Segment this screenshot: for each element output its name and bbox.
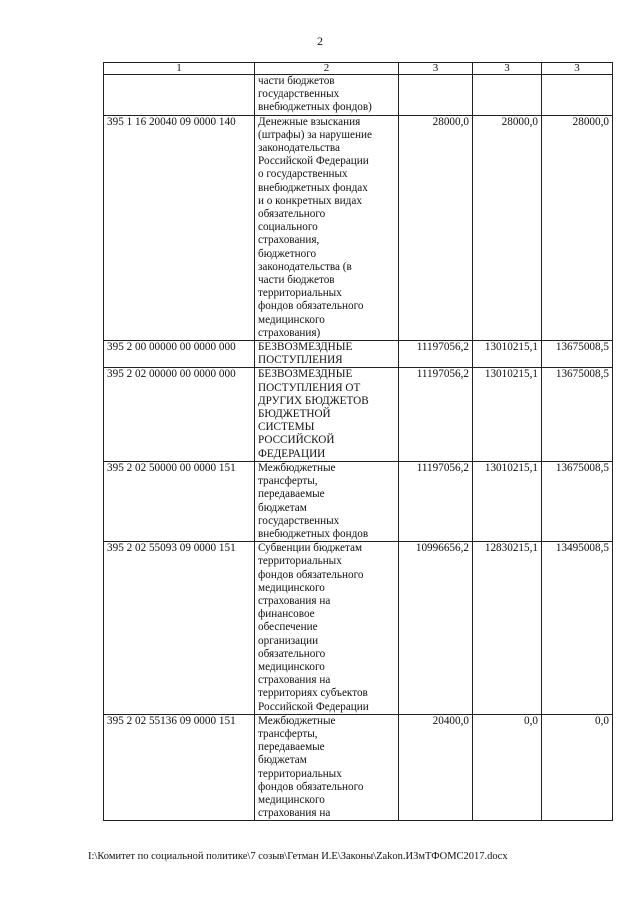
budget-code-cell: 395 2 02 00000 00 0000 000 [104,368,255,461]
budget-code-cell: 395 2 02 50000 00 0000 151 [104,461,255,541]
table-row [104,75,613,116]
document-file-path: I:\Комитет по социальной политике\7 созыв\Гетман И.Е\Законы\Zakon.ИЗмТФОМС2017.docx [88,851,508,862]
budget-code-cell: 395 1 16 20040 09 0000 140 [104,115,255,340]
amount-cell-2: 28000,0 [473,115,542,340]
amount-cell-1: 10996656,2 [399,542,473,715]
table-row [104,714,613,821]
amount-cell-1: 11197056,2 [399,368,473,461]
revenue-name-cell: части бюджетов государственных внебюджетных фондов) [255,75,399,116]
table-row [104,461,613,541]
amount-cell-1: 11197056,2 [399,341,473,368]
column-header-code: 1 [104,63,255,75]
revenue-name-cell: БЕЗВОЗМЕЗДНЫЕ ПОСТУПЛЕНИЯ [255,341,399,368]
page-number: 2 [317,34,323,48]
amount-cell-3: 0,0 [542,714,613,821]
revenue-name-cell: Межбюджетные трансферты, передаваемые бюджетам государственных внебюджетных фондов [255,461,399,541]
table-row [104,115,613,340]
amount-cell-3: 13675008,5 [542,461,613,541]
budget-code-cell: 395 2 02 55136 09 0000 151 [104,714,255,821]
budget-code-cell: 395 2 00 00000 00 0000 000 [104,341,255,368]
column-header-value-2: 3 [473,63,542,75]
amount-cell-3: 13675008,5 [542,341,613,368]
amount-cell-2 [473,75,542,116]
revenue-name-cell: Межбюджетные трансферты, передаваемые бюджетам территориальных фондов обязательного медицинского страхования на [255,714,399,821]
amount-cell-1: 20400,0 [399,714,473,821]
table-row [104,341,613,368]
amount-cell-1 [399,75,473,116]
amount-cell-3: 13495008,5 [542,542,613,715]
table-row [104,542,613,715]
amount-cell-3 [542,75,613,116]
amount-cell-2: 0,0 [473,714,542,821]
amount-cell-1: 11197056,2 [399,461,473,541]
budget-code-cell: 395 2 02 55093 09 0000 151 [104,542,255,715]
revenue-name-cell: Денежные взыскания (штрафы) за нарушение законодательства Российской Федерации о государственных внебюджетных фондах и о конкретных видах обязательного социального страхования, бюджетного законодательства (в части бюджетов территориальных фондов обязательного медицинского страхования) [255,115,399,340]
amount-cell-3: 28000,0 [542,115,613,340]
amount-cell-2: 13010215,1 [473,461,542,541]
amount-cell-2: 13010215,1 [473,341,542,368]
column-header-value-3: 3 [542,63,613,75]
column-header-name: 2 [255,63,399,75]
amount-cell-1: 28000,0 [399,115,473,340]
revenue-name-cell: Субвенции бюджетам территориальных фондов обязательного медицинского страхования на финансовое обеспечение организации обязательного медицинского страхования на территориях субъектов Российской Федерации [255,542,399,715]
revenue-name-cell: БЕЗВОЗМЕЗДНЫЕ ПОСТУПЛЕНИЯ ОТ ДРУГИХ БЮДЖЕТОВ БЮДЖЕТНОЙ СИСТЕМЫ РОССИЙСКОЙ ФЕДЕРАЦИИ [255,368,399,461]
amount-cell-2: 13010215,1 [473,368,542,461]
budget-code-cell [104,75,255,116]
budget-revenue-table [103,62,613,821]
column-header-value-1: 3 [399,63,473,75]
table-row [104,368,613,461]
amount-cell-2: 12830215,1 [473,542,542,715]
table-header-row [104,63,613,75]
amount-cell-3: 13675008,5 [542,368,613,461]
